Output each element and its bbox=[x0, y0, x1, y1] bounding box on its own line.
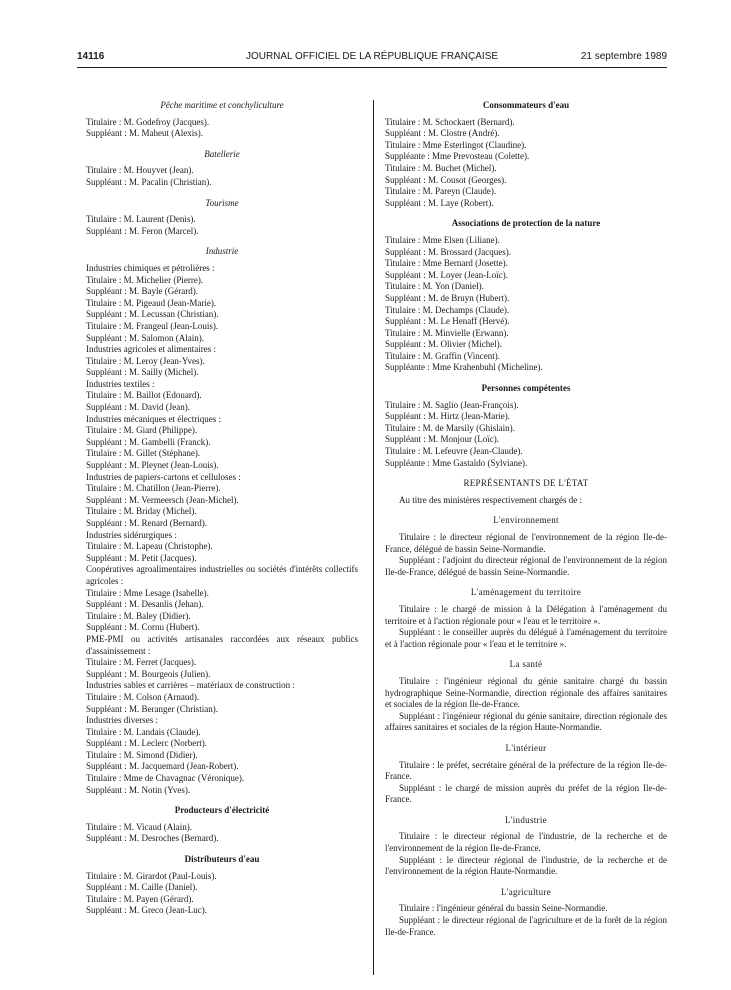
section-heading: Personnes compétentes bbox=[481, 383, 571, 394]
list-item: Titulaire : M. Laurent (Denis). bbox=[86, 214, 196, 225]
designation-paragraph: Suppléant : le conseiller auprès du délégué à l'aménagement du territoire et à l'action régionale pour « l'eau et le territoire ». bbox=[385, 627, 667, 649]
section-heading: Consommateurs d'eau bbox=[482, 100, 570, 110]
list-item: Suppléant : M. Loyer (Jean-Loïc). bbox=[385, 269, 508, 280]
list-item: Suppléant : M. Gambelli (Franck). bbox=[86, 436, 211, 447]
list-item: Suppléant : M. Hirtz (Jean-Marie). bbox=[385, 411, 510, 422]
list-item: Suppléant : M. Sailly (Michel). bbox=[86, 367, 199, 378]
list-item: Titulaire : M. Briday (Michel). bbox=[86, 506, 197, 517]
list-item: Titulaire : M. Leroy (Jean-Yves). bbox=[86, 355, 205, 366]
section-heading: Associations de protection de la nature bbox=[451, 218, 601, 229]
list-item: Industries textiles : bbox=[86, 378, 155, 389]
list-item: Suppléant : M. Caille (Daniel). bbox=[86, 882, 198, 893]
left-column bbox=[86, 100, 358, 917]
page-header bbox=[77, 51, 667, 67]
member-list bbox=[385, 400, 667, 470]
list-item: Titulaire : M. Schockaert (Bernard). bbox=[385, 116, 515, 127]
designation-paragraphs bbox=[385, 760, 667, 806]
list-item: Suppléant : M. Pacalin (Christian). bbox=[86, 176, 212, 187]
designation-paragraphs bbox=[385, 676, 667, 734]
list-item: Industries agricoles et alimentaires : bbox=[86, 344, 216, 355]
list-item: Suppléant : M. Maheut (Alexis). bbox=[86, 128, 203, 139]
list-item: Suppléant : M. Beranger (Christian). bbox=[86, 703, 218, 714]
section-heading: Industrie bbox=[205, 246, 239, 257]
list-item: Titulaire : M. Baillot (Edouard). bbox=[86, 390, 202, 401]
list-item: Industries chimiques et pétrolières : bbox=[86, 262, 215, 273]
right-column bbox=[385, 100, 667, 938]
list-item: Titulaire : M. Gillet (Stéphane). bbox=[86, 448, 201, 459]
list-item: Suppléante : Mme Krahenbuhl (Micheline). bbox=[385, 362, 543, 373]
list-item: Industries sidérurgiques : bbox=[86, 529, 177, 540]
list-item: Titulaire : M. Houyvet (Jean). bbox=[86, 165, 194, 176]
ministry-heading: L'industrie bbox=[505, 814, 547, 825]
list-item: Suppléant : M. Monjour (Loïc). bbox=[385, 434, 499, 445]
list-item: Titulaire : Mme Esterlingot (Claudine). bbox=[385, 139, 527, 150]
list-item: Titulaire : M. Graffin (Vincent). bbox=[385, 350, 500, 361]
list-item: Suppléant : M. Laye (Robert). bbox=[385, 197, 494, 208]
intro-paragraph: Au titre des ministères respectivement chargés de : bbox=[399, 494, 583, 505]
list-item: Suppléant : M. Vermeersch (Jean-Michel). bbox=[86, 494, 239, 505]
list-item: Titulaire : M. Lapeau (Christophe). bbox=[86, 541, 213, 552]
list-item: Titulaire : M. Pigeaud (Jean-Marie). bbox=[86, 297, 217, 308]
member-list bbox=[86, 871, 358, 917]
section-heading: Distributeurs d'eau bbox=[184, 854, 260, 865]
list-item: Suppléant : M. Leclerc (Norbert). bbox=[86, 738, 207, 749]
designation-paragraph: Titulaire : l'ingénieur régional du génie sanitaire chargé du bassin hydrographique Seine-Normandie, direction régionale des affaires sanitaires et sociales de la région Ile-de-France. bbox=[385, 675, 667, 710]
list-item: Titulaire : M. Simond (Didier). bbox=[86, 749, 198, 760]
list-item: Titulaire : M. Minvielle (Erwann). bbox=[385, 327, 509, 338]
designation-paragraphs bbox=[385, 903, 667, 938]
list-item: Suppléant : M. Salomon (Alain). bbox=[86, 332, 204, 343]
list-item: Suppléant : M. Petit (Jacques). bbox=[86, 552, 197, 563]
category-label: Coopératives agroalimentaires industrielles ou sociétés d'intérêts collectifs agricoles : bbox=[86, 564, 358, 586]
column-divider bbox=[373, 100, 374, 975]
list-item: Suppléant : M. Pleynet (Jean-Louis). bbox=[86, 460, 219, 471]
list-item: Titulaire : M. Giard (Philippe). bbox=[86, 425, 198, 436]
designation-paragraph: Titulaire : le directeur régional de l'industrie, de la recherche et de l'environnement de la région Ile-de-France. bbox=[385, 831, 667, 854]
list-item: Suppléante : Mme Prevosteau (Colette). bbox=[385, 151, 530, 162]
list-item: Titulaire : Mme de Chavagnac (Véronique). bbox=[86, 773, 245, 784]
list-item: Suppléant : M. Feron (Marcel). bbox=[86, 225, 199, 236]
designation-paragraph: Titulaire : le chargé de mission à la Délégation à l'aménagement du territoire et à l'action régionale pour « l'eau et le territoire ». bbox=[385, 603, 667, 626]
list-item: Titulaire : M. de Marsily (Ghislain). bbox=[385, 422, 515, 433]
list-item: Titulaire : M. Landais (Claude). bbox=[86, 726, 201, 737]
designation-paragraph: Suppléant : l'ingénieur régional du génie sanitaire, direction régionale des affaires sanitaires et sociales de la région Haute-Normandie. bbox=[385, 710, 667, 733]
list-item: Suppléant : M. Desanlis (Jehan). bbox=[86, 599, 204, 610]
list-item: Suppléant : M. Desroches (Bernard). bbox=[86, 833, 219, 844]
list-item: Suppléant : M. Jacquemard (Jean-Robert). bbox=[86, 761, 239, 772]
page-number: 14116 bbox=[77, 51, 105, 62]
member-list bbox=[86, 117, 358, 140]
designation-paragraph: Suppléant : le chargé de mission auprès du préfet de la région Ile-de-France. bbox=[385, 782, 667, 805]
section-heading: Tourisme bbox=[205, 197, 239, 208]
part-heading: REPRÉSENTANTS DE L'ÉTAT bbox=[463, 478, 589, 489]
list-item: Suppléant : M. Cousot (Georges). bbox=[385, 174, 507, 185]
list-item: Titulaire : M. Lefeuvre (Jean-Claude). bbox=[385, 446, 523, 457]
designation-paragraphs bbox=[385, 604, 667, 650]
header-rule bbox=[77, 67, 667, 68]
designation-paragraph: Titulaire : le préfet, secrétaire général de la préfecture de la région Ile-de-France. bbox=[385, 759, 667, 782]
section-heading: Producteurs d'électricité bbox=[174, 805, 270, 816]
list-item: Suppléant : M. Clostre (André). bbox=[385, 128, 500, 139]
member-list bbox=[86, 657, 358, 796]
issue-date: 21 septembre 1989 bbox=[580, 51, 667, 62]
list-item: Suppléant : M. David (Jean). bbox=[86, 402, 190, 413]
list-item: Titulaire : M. Dechamps (Claude). bbox=[385, 304, 510, 315]
list-item: Industries mécaniques et électriques : bbox=[86, 413, 221, 424]
list-item: Titulaire : Mme Lesage (Isabelle). bbox=[86, 587, 209, 598]
list-item: Titulaire : M. Godefroy (Jacques). bbox=[86, 116, 210, 127]
list-item: Suppléant : M. Olivier (Michel). bbox=[385, 339, 502, 350]
list-item: Titulaire : Mme Bernard (Josette). bbox=[385, 258, 508, 269]
list-item: Suppléant : M. Notin (Yves). bbox=[86, 784, 191, 795]
list-item: Titulaire : M. Yon (Daniel). bbox=[385, 281, 484, 292]
list-item: Titulaire : M. Baley (Didier). bbox=[86, 610, 191, 621]
list-item: Suppléant : M. de Bruyn (Hubert). bbox=[385, 292, 510, 303]
ministry-heading: L'intérieur bbox=[505, 742, 547, 753]
designation-paragraphs bbox=[385, 831, 667, 877]
designation-paragraph: Suppléant : le directeur régional de l'agriculture et de la forêt de la région Ile-de-France. bbox=[385, 915, 667, 937]
designation-paragraph: Titulaire : l'ingénieur général du bassin Seine-Normandie. bbox=[399, 903, 608, 914]
list-item: Titulaire : M. Payen (Gérard). bbox=[86, 893, 194, 904]
list-item: Industries diverses : bbox=[86, 715, 158, 726]
list-item: Titulaire : M. Vicaud (Alain). bbox=[86, 821, 192, 832]
list-item: Titulaire : M. Pareyn (Claude). bbox=[385, 186, 497, 197]
list-item: Titulaire : M. Chatillon (Jean-Pierre). bbox=[86, 483, 221, 494]
designation-paragraph: Suppléant : l'adjoint du directeur régional de l'environnement de la région Ile-de-France, délégué de bassin Seine-Normandie. bbox=[385, 555, 667, 577]
section-heading: Batellerie bbox=[204, 148, 240, 159]
category-label: PME-PMI ou activités artisanales raccordées aux réseaux publics d'assainissement : bbox=[86, 633, 358, 656]
list-item: Titulaire : M. Michelier (Pierre). bbox=[86, 274, 204, 285]
member-list bbox=[86, 822, 358, 845]
list-item: Suppléant : M. Cornu (Hubert). bbox=[86, 622, 200, 633]
ministry-heading: L'agriculture bbox=[501, 886, 551, 897]
journal-title: JOURNAL OFFICIEL DE LA RÉPUBLIQUE FRANÇAISE bbox=[245, 51, 499, 62]
list-item: Titulaire : M. Saglio (Jean-François). bbox=[385, 399, 519, 410]
ministry-heading: La santé bbox=[509, 659, 543, 670]
list-item: Suppléant : M. Bourgeois (Julien). bbox=[86, 668, 211, 679]
list-item: Titulaire : M. Buchet (Michel). bbox=[385, 162, 497, 173]
designation-paragraphs bbox=[385, 532, 667, 578]
list-item: Titulaire : M. Girardot (Paul-Louis). bbox=[86, 870, 217, 881]
list-item: Suppléant : M. Le Henaff (Hervé). bbox=[385, 316, 510, 327]
list-item: Titulaire : Mme Elsen (Liliane). bbox=[385, 234, 500, 245]
list-item: Titulaire : M. Ferret (Jacques). bbox=[86, 657, 197, 668]
member-list bbox=[385, 117, 667, 210]
list-item: Suppléante : Mme Gastaldo (Sylviane). bbox=[385, 457, 528, 468]
ministry-heading: L'aménagement du territoire bbox=[470, 587, 582, 598]
member-list bbox=[385, 235, 667, 374]
list-item: Suppléant : M. Greco (Jean-Luc). bbox=[86, 905, 207, 916]
designation-paragraph: Suppléant : le directeur régional de l'industrie, de la recherche et de l'environnement de la région Haute-Normandie. bbox=[385, 854, 667, 877]
member-list bbox=[86, 165, 358, 188]
designation-paragraph: Titulaire : le directeur régional de l'environnement de la région Ile-de-France, délégué de bassin Seine-Normandie. bbox=[385, 532, 667, 554]
list-item: Industries de papiers-cartons et celluloses : bbox=[86, 471, 241, 482]
list-item: Titulaire : M. Colson (Arnaud). bbox=[86, 691, 200, 702]
list-item: Suppléant : M. Bayle (Gérard). bbox=[86, 286, 198, 297]
section-heading: Pêche maritime et conchyliculture bbox=[160, 100, 284, 110]
ministry-heading: L'environnement bbox=[493, 515, 559, 526]
member-list bbox=[86, 214, 358, 237]
list-item: Suppléant : M. Renard (Bernard). bbox=[86, 518, 207, 528]
list-item: Industries sables et carrières – matériaux de construction : bbox=[86, 680, 295, 691]
list-item: Suppléant : M. Lecussan (Christian). bbox=[86, 309, 219, 320]
member-list bbox=[86, 588, 358, 634]
list-item: Titulaire : M. Frangeul (Jean-Louis). bbox=[86, 320, 219, 331]
list-item: Suppléant : M. Brossard (Jacques). bbox=[385, 246, 511, 257]
member-list bbox=[86, 263, 358, 564]
